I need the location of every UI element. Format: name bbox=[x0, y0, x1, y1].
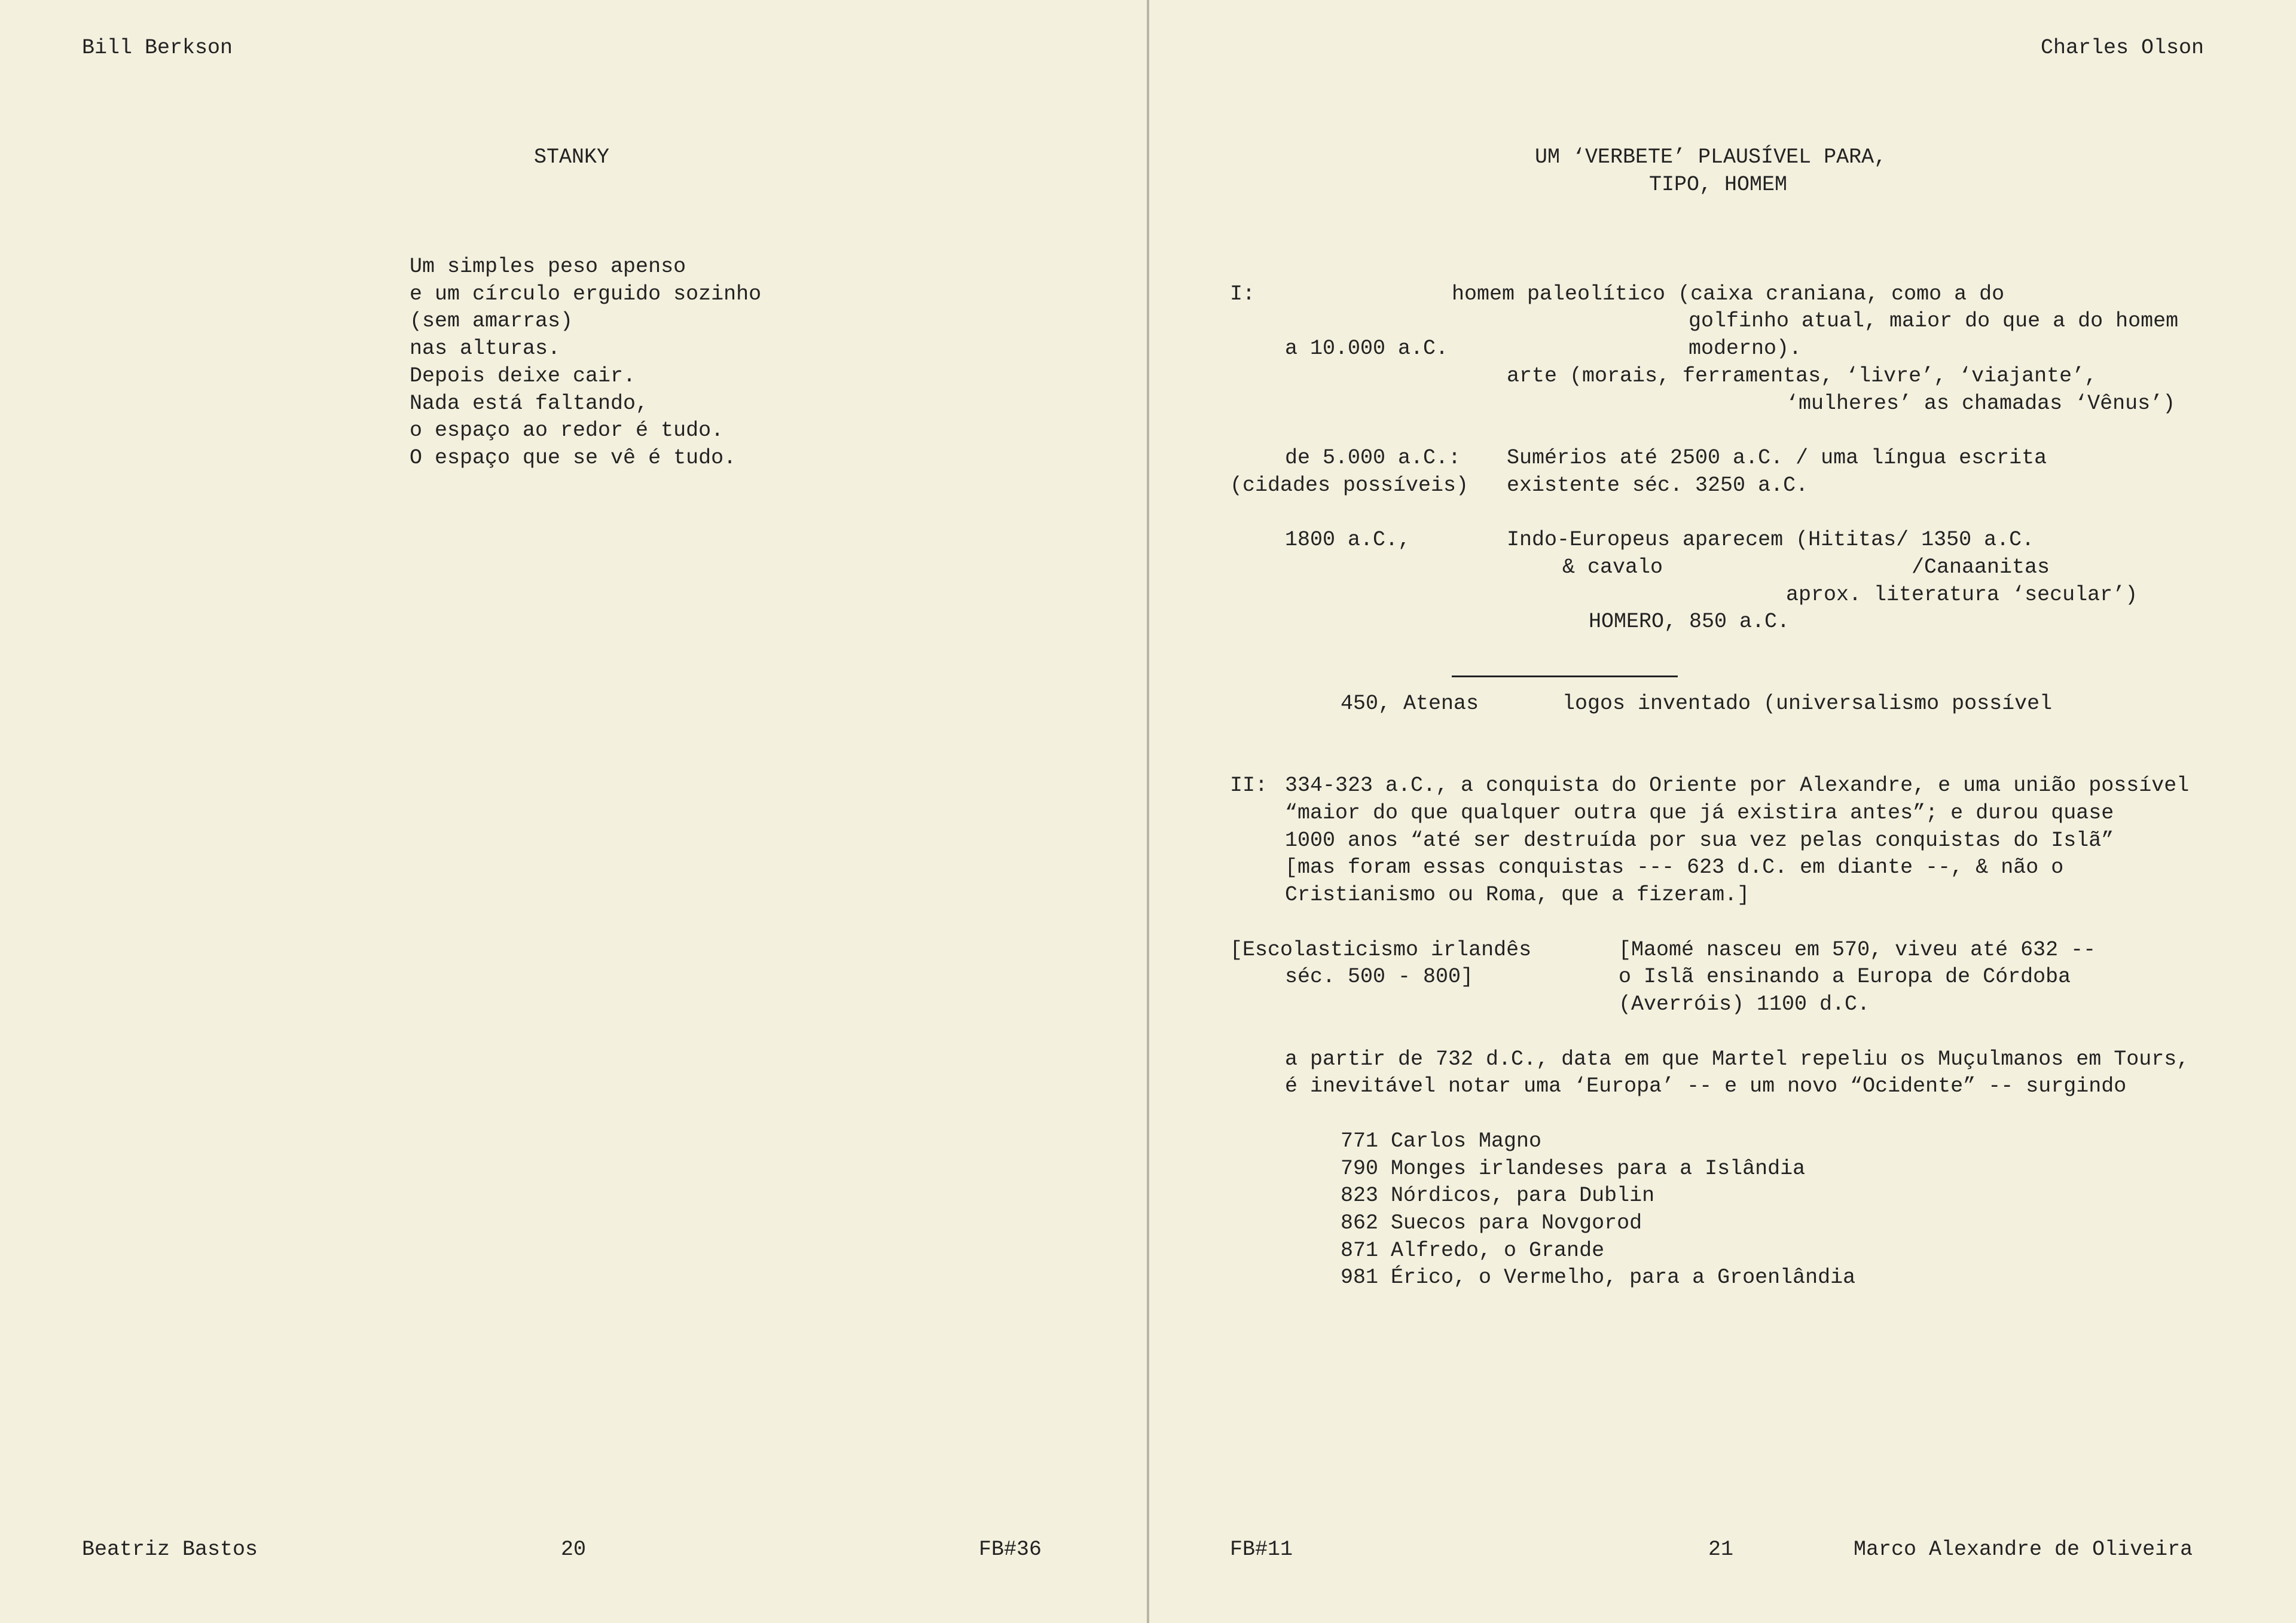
footer-translator-left: Beatriz Bastos bbox=[82, 1538, 258, 1561]
section-label: I: bbox=[1230, 282, 1256, 306]
essay-text: /Canaanitas bbox=[1912, 555, 2050, 579]
footer-issue-left: FB#36 bbox=[979, 1538, 1042, 1561]
essay-date: a 10.000 a.C. bbox=[1285, 337, 1449, 360]
poem-line: nas alturas. bbox=[410, 337, 561, 360]
essay-text: 334-323 a.C., a conquista do Oriente por Alexandre, e uma união possível bbox=[1285, 774, 2190, 797]
section-label: II: bbox=[1230, 774, 1268, 797]
essay-text: HOMERO, 850 a.C. bbox=[1589, 610, 1790, 634]
footer-translator-right: Marco Alexandre de Oliveira bbox=[1854, 1538, 2193, 1561]
poem-line: (sem amarras) bbox=[410, 309, 573, 333]
essay-text: o Islã ensinando a Europa de Córdoba bbox=[1619, 965, 2071, 989]
essay-text: logos inventado (universalismo possível bbox=[1562, 692, 2053, 716]
essay-title-line2: TIPO, HOMEM bbox=[1649, 173, 1788, 197]
poem-line: O espaço que se vê é tudo. bbox=[410, 446, 737, 470]
poem-line: Depois deixe cair. bbox=[410, 364, 636, 388]
essay-text: 1000 anos “até ser destruída por sua vez pelas conquistas do Islã” bbox=[1285, 829, 2114, 852]
page-number-right: 21 bbox=[1708, 1538, 1734, 1561]
essay-text: aprox. literatura ‘secular’) bbox=[1786, 583, 2138, 607]
essay-text: Indo-Europeus aparecem (Hititas/ 1350 a.C. bbox=[1507, 528, 2035, 552]
essay-text: [Escolasticismo irlandês bbox=[1230, 938, 1532, 962]
essay-note: (cidades possíveis) bbox=[1230, 473, 1469, 497]
header-author-right: Charles Olson bbox=[2041, 36, 2205, 60]
poem-title: STANKY bbox=[534, 145, 610, 169]
essay-text: é inevitável notar uma ‘Europa’ -- e um novo “Ocidente” -- surgindo bbox=[1285, 1074, 2127, 1098]
essay-date: 450, Atenas bbox=[1341, 692, 1479, 716]
essay-text: séc. 500 - 800] bbox=[1285, 965, 1474, 989]
essay-text: “maior do que qualquer outra que já existira antes”; e durou quase bbox=[1285, 801, 2114, 825]
header-author-left: Bill Berkson bbox=[82, 36, 233, 60]
divider-rule bbox=[1452, 676, 1678, 677]
poem-line: Nada está faltando, bbox=[410, 392, 649, 415]
essay-text: arte (morais, ferramentas, ‘livre’, ‘viajante’, bbox=[1507, 364, 2097, 388]
right-page bbox=[1149, 0, 2296, 1623]
timeline-item: 871 Alfredo, o Grande bbox=[1341, 1239, 1605, 1263]
essay-date: de 5.000 a.C.: bbox=[1285, 446, 1461, 470]
timeline-item: 981 Érico, o Vermelho, para a Groenlândia bbox=[1341, 1266, 1856, 1289]
essay-text: golfinho atual, maior do que a do homem bbox=[1689, 309, 2179, 333]
poem-line: e um círculo erguido sozinho bbox=[410, 282, 762, 306]
essay-date: 1800 a.C., bbox=[1285, 528, 1411, 552]
timeline-item: 823 Nórdicos, para Dublin bbox=[1341, 1184, 1655, 1208]
page-number-left: 20 bbox=[561, 1538, 587, 1561]
essay-text: (Averróis) 1100 d.C. bbox=[1619, 992, 1870, 1016]
essay-text: [Maomé nasceu em 570, viveu até 632 -- bbox=[1619, 938, 2096, 962]
poem-line: o espaço ao redor é tudo. bbox=[410, 418, 724, 442]
essay-title-line1: UM ‘VERBETE’ PLAUSÍVEL PARA, bbox=[1535, 145, 1887, 169]
essay-text: ‘mulheres’ as chamadas ‘Vênus’) bbox=[1786, 392, 2176, 415]
essay-text: homem paleolítico (caixa craniana, como a do bbox=[1452, 282, 2005, 306]
essay-text: [mas foram essas conquistas --- 623 d.C. em diante --, & não o bbox=[1285, 855, 2064, 879]
essay-text: & cavalo bbox=[1562, 555, 1663, 579]
timeline-item: 771 Carlos Magno bbox=[1341, 1129, 1542, 1153]
timeline-item: 790 Monges irlandeses para a Islândia bbox=[1341, 1157, 1806, 1181]
left-page bbox=[0, 0, 1147, 1623]
footer-issue-right: FB#11 bbox=[1230, 1538, 1293, 1561]
poem-line: Um simples peso apenso bbox=[410, 255, 686, 279]
essay-text: Cristianismo ou Roma, que a fizeram.] bbox=[1285, 883, 1750, 907]
essay-text: Sumérios até 2500 a.C. / uma língua escrita bbox=[1507, 446, 2047, 470]
essay-text: moderno). bbox=[1689, 337, 1802, 360]
timeline-item: 862 Suecos para Novgorod bbox=[1341, 1211, 1642, 1235]
essay-text: a partir de 732 d.C., data em que Martel repeliu os Muçulmanos em Tours, bbox=[1285, 1047, 2190, 1071]
essay-text: existente séc. 3250 a.C. bbox=[1507, 473, 1809, 497]
